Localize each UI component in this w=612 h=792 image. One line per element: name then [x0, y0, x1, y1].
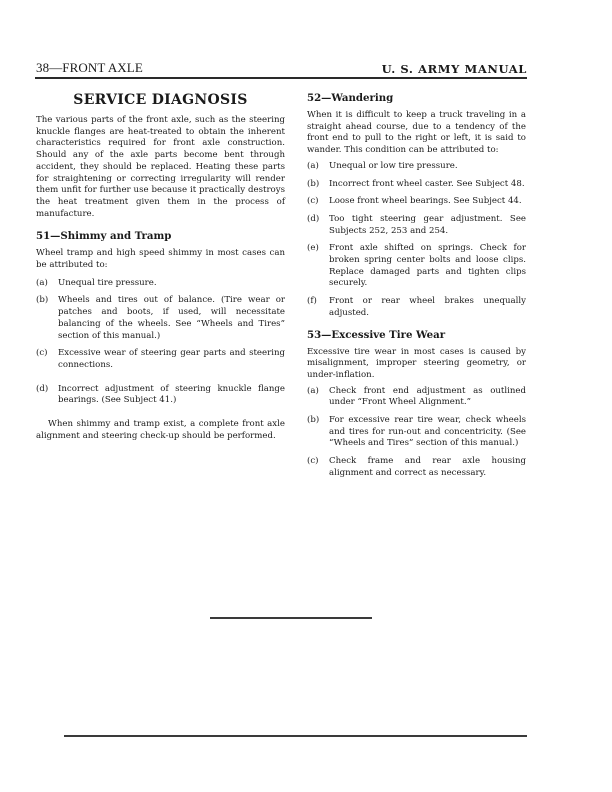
item-label: (c) [36, 348, 48, 359]
cause-list [307, 161, 526, 320]
item-label: (d) [36, 383, 49, 394]
item-text: Unequal tire pressure. [58, 277, 157, 288]
list-item [307, 415, 526, 450]
item-text: For excessive rear tire wear, check wheels and tires for run-out and concentricity. (See “Wheels and Tires” section of this manual.) [329, 415, 526, 449]
section-lead: Wheel tramp and high speed shimmy in most cases can be attributed to: [36, 248, 285, 271]
item-text: Unequal or low tire pressure. [329, 160, 458, 171]
running-head [36, 60, 527, 76]
item-text: Incorrect adjustment of steering knuckle flange bearings. (See Subject 41.) [58, 383, 285, 406]
section-51 [36, 230, 285, 442]
list-item [307, 296, 526, 319]
right-column [307, 92, 526, 486]
list-item [307, 161, 526, 173]
item-label: (c) [307, 196, 319, 207]
item-label: (a) [36, 277, 48, 288]
section-lead: Excessive tire wear in most cases is caused by misalignment, improper steering geometry, or under-inflation. [307, 346, 526, 380]
section-lead: When it is difficult to keep a truck traveling in a straight ahead course, due to a tendency of the front end to pull to the right or left, it is said to wander. This condition can be attributed to: [307, 110, 526, 156]
list-item [307, 456, 526, 479]
page-title: SERVICE DIAGNOSIS [73, 92, 248, 108]
running-head-right: U. S. ARMY MANUAL [381, 62, 527, 76]
item-text: Loose front wheel bearings. See Subject 44. [329, 196, 522, 207]
section-52 [307, 92, 526, 320]
list-item [36, 278, 285, 290]
item-label: (d) [307, 213, 320, 224]
list-item [307, 214, 526, 237]
item-text: Check frame and rear axle housing alignment and correct as necessary. [329, 456, 526, 478]
section-end-rule [210, 617, 372, 619]
item-text: Front axle shifted on springs. Check for broken spring center bolts and loose clips. Replace damaged parts and tighten clips securely. [329, 243, 526, 289]
header-rule [35, 77, 527, 79]
section-heading: 51—Shimmy and Tramp [36, 230, 172, 243]
item-text: Excessive wear of steering gear parts and steering connections. [58, 348, 285, 370]
item-text: Front or rear wheel brakes unequally adjusted. [329, 296, 526, 318]
cause-list [36, 278, 285, 407]
list-item [36, 384, 285, 407]
list-item [307, 196, 526, 208]
section-heading: 53—Excessive Tire Wear [307, 328, 446, 341]
list-item [307, 179, 526, 191]
item-label: (b) [307, 178, 320, 189]
item-label: (f) [307, 296, 317, 307]
item-text: Wheels and tires out of balance. (Tire wear or patches and boots, if used, will necessitate balancing of the wheels. See “Wheels and Tires” section of this manual.) [58, 295, 285, 341]
item-label: (c) [307, 456, 319, 467]
item-text: Check front end adjustment as outlined under “Front Wheel Alignment.” [329, 385, 526, 408]
closing-paragraph: When shimmy and tramp exist, a complete front axle alignment and steering check-up should be performed. [36, 419, 285, 441]
list-item [307, 243, 526, 290]
list-item [307, 386, 526, 409]
section-heading: 52—Wandering [307, 92, 394, 104]
list-item [36, 295, 285, 342]
section-53 [307, 329, 526, 480]
footer-rule [64, 735, 527, 737]
left-column [36, 92, 285, 452]
item-label: (a) [307, 385, 319, 396]
item-text: Incorrect front wheel caster. See Subject 48. [329, 178, 525, 189]
item-label: (b) [307, 415, 320, 426]
item-text: Too tight steering gear adjustment. See Subjects 252, 253 and 254. [329, 213, 526, 236]
list-item [36, 348, 285, 371]
cause-list [307, 386, 526, 480]
item-label: (b) [36, 295, 49, 306]
item-label: (e) [307, 243, 319, 254]
running-head-left: 38—FRONT AXLE [36, 60, 143, 75]
intro-paragraph: The various parts of the front axle, such as the steering knuckle flanges are heat-treated to obtain the inherent characteristics required for front axle construction. Should any of the axle parts become bent through accident, they should be replaced. Heating these parts for straightening or correcting irregularity will render them unfit for further use because it practically destroys the heat treatment given them in the process of manufacture. [36, 115, 285, 219]
item-label: (a) [307, 160, 319, 171]
